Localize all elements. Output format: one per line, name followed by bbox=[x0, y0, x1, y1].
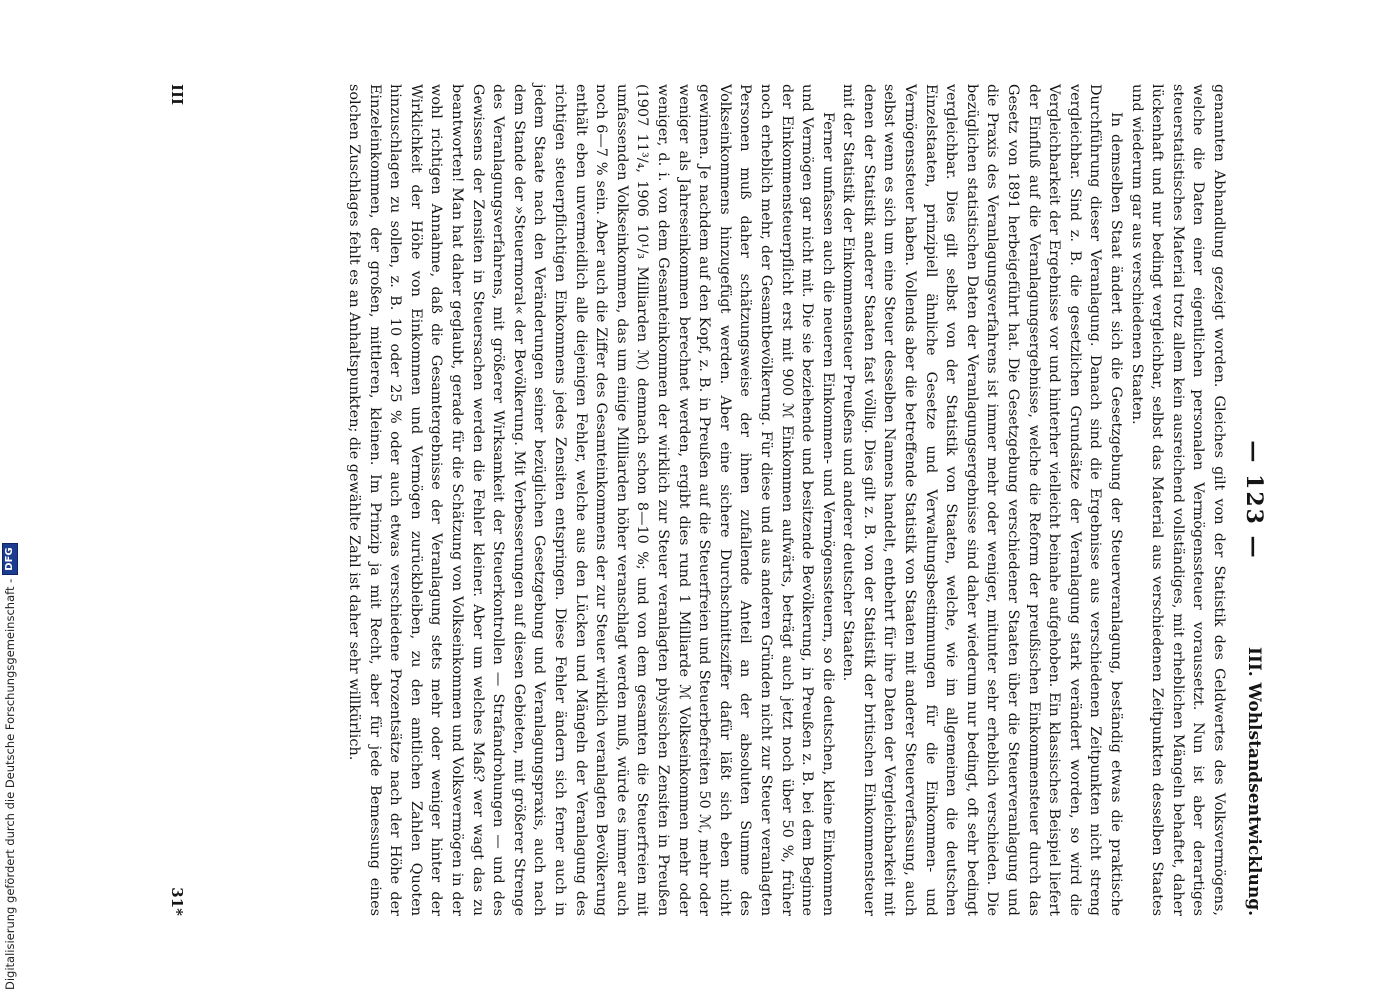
page-header bbox=[1239, 84, 1269, 916]
signature-mark-right: 31* bbox=[168, 887, 186, 916]
book-page bbox=[150, 70, 1275, 930]
paragraph: In demselben Staat ändert sich die Gesetzgebung der Steuerveranlagung, beständig etwas die praktische Durchführung dieser Veranlagung. Danach sind die Ergebnisse aus verschiedenen Zeitpunkten nicht streng vergleichbar. Sind z. B. die gesetzlichen Grundsätze der Veranlagung stark verändert worden, so wird die Vergleichbarkeit der Ergebnisse vor und hinterher vielleicht beinahe aufgehoben. Ein klassisches Beispiel liefert der Einfluß auf die Veranlagungsergebnisse, welche die Reform der preußischen Einkommensteuer durch das Gesetz von 1891 herbeigeführt hat. Die Gesetzgebung verschiedener Staaten über die Steuerveranlagung und die Praxis des Veranlagungsverfahrens ist immer mehr oder weniger, mitunter sehr erheblich verschieden. Die bezüglichen statistischen Daten der Veranlagungsergebnisse sind daher wiederum nur bedingt, oft sehr bedingt vergleichbar. Dies gilt selbst von der Statistik von Staaten, welche, wie im allgemeinen die deutschen Einzelstaaten, prinzipiell ähnliche Gesetze und Verwaltungsbestimmungen für die Einkommen- und Vermögenssteuer haben. Vollends aber die betreffende Statistik von Staaten mit anderer Steuerverfassung, auch selbst wenn es sich um eine Steuer desselben Namens handelt, entbehrt für ihre Daten der Vergleichbarkeit mit denen der Statistik anderer Staaten fast völlig. Dies gilt z. B. von der Statistik der britischen Einkommensteuer mit der Statistik der Einkommensteuer Preußens und anderer deutscher Staaten. bbox=[840, 84, 1125, 916]
page-number: — 123 — bbox=[1241, 440, 1267, 560]
body-text bbox=[343, 84, 1229, 916]
credit-text: Digitalisierung gefördert durch die Deutsche Forschungsgemeinschaft - bbox=[3, 578, 17, 990]
dfg-logo-icon: DFG bbox=[2, 543, 18, 574]
digitization-credit bbox=[2, 543, 18, 990]
page-footer bbox=[168, 84, 186, 916]
signature-mark-left: III bbox=[168, 84, 186, 106]
section-title: III. Wohlstandsentwicklung. bbox=[1244, 646, 1264, 916]
paragraph: genannten Abhandlung gezeigt worden. Gleiches gilt von der Statistik des Geldwertes des Volksvermögens, welche die Daten einer eigentlichen personalen Vermögenssteuer voraussetzt. Nun ist aber derartiges steuerstatistisches Material trotz allem kein ausreichend vollständiges, mit erheblichen Mängeln behaftet, daher lückenhaft und nur bedingt vergleichbar, selbst das Material aus verschiedenen Zeitpunkten desselben Staates und wiederum gar aus verschiedenen Staaten. bbox=[1128, 84, 1227, 916]
paragraph: Ferner umfassen auch die neueren Einkommen- und Vermögenssteuern, so die deutschen, kleine Einkommen und Vermögen gar nicht mit. Die sie beziehende und besitzende Bevölkerung, in Preußen z. B. bei dem Beginne der Einkommensteuerpflicht erst mit 900 ℳ Einkommen aufwärts, beträgt auch jetzt noch über 50 %, früher noch erheblich mehr, der Gesamtbevölkerung. Für diese und aus anderen Gründen nicht zur Steuer veranlagten Personen muß daher schätzungsweise der ihnen zufallende Anteil an der absoluten Summe des Volkseinkommens hinzugefügt werden. Aber eine sichere Durchschnittsziffer dafür läßt sich eben nicht gewinnen. Je nachdem auf den Kopf, z. B. in Preußen auf die Steuerfreien und Steuerbefreiten 50 ℳ, mehr oder weniger als Jahreseinkommen berechnet werden, ergibt dies rund 1 Milliarde ℳ Volkseinkommen mehr oder weniger, d. i. von dem Gesamteinkommen der wirklich zur Steuer veranlagten physischen Zensiten in Preußen (1907 11³/₄, 1906 10¹/₃ Milliarden ℳ) demnach schon 8—10 %; und von dem gesamten die Steuerfreien mit umfassenden Volkseinkommen, das um einige Milliarden höher veranschlagt werden muß, würde es immer auch noch 6—7 % sein. Aber auch die Ziffer des Gesamteinkommens der zur Steuer wirklich veranlagten Bevölkerung enthält eben unvermeidlich alle diejenigen Fehler, welche aus den Lücken und Mängeln der Veranlagung des richtigen steuerpflichtigen Einkommens jedes Zensiten entspringen. Diese Fehler ändern sich ferner auch in jedem Staate nach den Veränderungen seiner bezüglichen Gesetzgebung und Veranlagungspraxis, auch nach dem Stande der »Steuermoral« der Bevölkerung. Mit Verbesserungen auf diesen Gebieten, mit größerer Strenge des Veranlagungsverfahrens, mit größerer Wirksamkeit der Steuerkontrollen — Strafandrohungen — und des Gewissens der Zensiten in Steuersachen werden die Fehler kleiner. Aber um welches Maß? wer wagt das zu beantworten! Man hat daher geglaubt, gerade für die Schätzung von Volkseinkommen und Volksvermögen in der wohl richtigen Annahme, daß die Gesamtergebnisse der Veranlagung stets mehr oder weniger hinter der Wirklichkeit der Höhe von Einkommen und Vermögen zurückbleiben, zu den amtlichen Zahlen Quoten hinzuschlagen zu sollen, z. B. 10 oder 25 % oder auch etwas verschiedene Prozentsätze nach der Höhe der Einzeleinkommen, der großen, mittleren, kleinen. Im Prinzip ja mit Recht, aber für jede Bemessung eines solchen Zuschlages fehlt es an Anhaltspunkten; die gewählte Zahl ist daher sehr willkürlich. bbox=[346, 84, 836, 916]
